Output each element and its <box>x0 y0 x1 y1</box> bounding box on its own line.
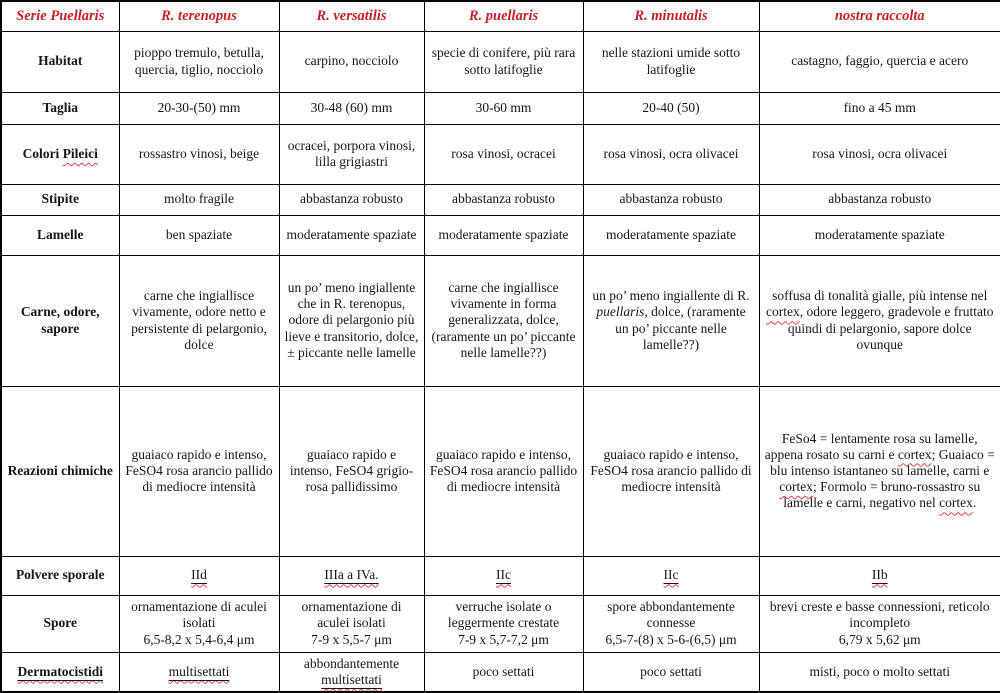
polvere-terenopus-misspell <box>191 567 207 582</box>
cell-spore-terenopus <box>119 595 279 652</box>
cell-spore-raccolta <box>759 595 1000 652</box>
reazioni-raccolta-text-4: . <box>972 495 977 511</box>
derma-terenopus-misspell <box>169 664 230 679</box>
spore-puellaris-dimensions: 7-9 x 5,7-7,2 μm <box>458 631 549 647</box>
cell-colori-puellaris: rosa vinosi, ocracei <box>424 124 583 184</box>
spore-puellaris-desc: verruche isolate o leggermente crestate <box>447 599 560 631</box>
polvere-puellaris-value: IIc <box>496 567 511 583</box>
carne-minutalis-species-italic: puellaris <box>596 304 645 320</box>
cell-colori-minutalis: rosa vinosi, ocra olivacei <box>583 124 759 184</box>
spore-versatilis-dimensions: 7-9 x 5,5-7 μm <box>311 631 392 647</box>
carne-minutalis-text: un po’ meno ingiallente di R. <box>592 288 750 304</box>
polvere-versatilis-value: IIIa a IVa. <box>324 567 379 583</box>
cell-carne-minutalis <box>583 255 759 386</box>
spore-raccolta-desc: brevi creste e basse connessioni, reticolo incompleto <box>769 599 990 631</box>
row-colori-pileici <box>1 124 1000 184</box>
cell-stipite-terenopus: molto fragile <box>119 184 279 215</box>
carne-minutalis-text-end: , dolce, (raramente un po’ piccante nelle lamelle??) <box>615 304 746 352</box>
row-spore <box>1 595 1000 652</box>
polvere-puellaris-misspell <box>496 567 511 582</box>
cell-taglia-terenopus: 20-30-(50) mm <box>119 92 279 124</box>
cell-derma-puellaris: poco settati <box>424 652 583 692</box>
column-header-r-versatilis: R. versatilis <box>279 1 424 31</box>
cell-carne-versatilis: un po’ meno ingiallente che in R. terenopus, odore di pelargonio più lieve e transitorio, dolce, ± piccante nelle lamelle <box>279 255 424 386</box>
cell-taglia-versatilis: 30-48 (60) mm <box>279 92 424 124</box>
cell-spore-minutalis <box>583 595 759 652</box>
column-header-nostra-raccolta: nostra raccolta <box>759 1 1000 31</box>
cell-stipite-versatilis: abbastanza robusto <box>279 184 424 215</box>
row-reazioni-chimiche <box>1 386 1000 556</box>
column-header-r-puellaris: R. puellaris <box>424 1 583 31</box>
cell-spore-versatilis <box>279 595 424 652</box>
spore-minutalis-desc: spore abbondantemente connesse <box>607 599 735 631</box>
column-header-r-minutalis: R. minutalis <box>583 1 759 31</box>
cell-polvere-terenopus <box>119 556 279 595</box>
cell-lamelle-versatilis: moderatamente spaziate <box>279 215 424 255</box>
cell-reazioni-terenopus: guaiaco rapido e intenso, FeSO4 rosa arancio pallido di mediocre intensità <box>119 386 279 556</box>
cell-habitat-raccolta: castagno, faggio, quercia e acero <box>759 31 1000 92</box>
cell-stipite-raccolta: abbastanza robusto <box>759 184 1000 215</box>
row-label-spore: Spore <box>1 595 119 652</box>
reazioni-raccolta-text-1: FeSo4 = lentamente rosa su lamelle, appena rosato su carni e <box>764 430 978 462</box>
cell-derma-raccolta: misti, poco o molto settati <box>759 652 1000 692</box>
cell-taglia-raccolta: fino a 45 mm <box>759 92 1000 124</box>
cell-habitat-minutalis: nelle stazioni umide sotto latifoglie <box>583 31 759 92</box>
cell-stipite-minutalis: abbastanza robusto <box>583 184 759 215</box>
cell-carne-raccolta <box>759 255 1000 386</box>
cell-habitat-puellaris: specie di conifere, più rara sotto latifoglie <box>424 31 583 92</box>
cell-lamelle-raccolta: moderatamente spaziate <box>759 215 1000 255</box>
polvere-minutalis-misspell <box>664 567 679 582</box>
row-label-carne-odore-sapore: Carne, odore, sapore <box>1 255 119 386</box>
row-label-polvere-sporale: Polvere sporale <box>1 556 119 595</box>
reazioni-cortex-misspell-1: cortex <box>897 446 932 462</box>
cell-lamelle-terenopus: ben spaziate <box>119 215 279 255</box>
cell-reazioni-minutalis: guaiaco rapido e intenso, FeSO4 rosa arancio pallido di mediocre intensità <box>583 386 759 556</box>
polvere-minutalis-value: IIc <box>663 567 679 583</box>
column-header-serie-puellaris: Serie Puellaris <box>1 1 119 31</box>
cell-polvere-puellaris <box>424 556 583 595</box>
cell-derma-minutalis: poco settati <box>583 652 759 692</box>
cell-lamelle-minutalis: moderatamente spaziate <box>583 215 759 255</box>
cell-reazioni-versatilis: guaiaco rapido e intenso, FeSO4 grigio-rosa pallidissimo <box>279 386 424 556</box>
polvere-versatilis-misspell <box>324 567 378 582</box>
row-habitat <box>1 31 1000 92</box>
row-label-colori-pileici <box>1 124 119 184</box>
row-dermatocistidi <box>1 652 1000 692</box>
cell-taglia-puellaris: 30-60 mm <box>424 92 583 124</box>
row-label-dermatocistidi <box>1 652 119 692</box>
reazioni-cortex-misspell-3: cortex <box>939 495 973 511</box>
cell-polvere-minutalis <box>583 556 759 595</box>
row-label-habitat: Habitat <box>1 31 119 92</box>
reazioni-raccolta-text-2: ; Guaiaco = blu intenso istantaneo su lamelle, carni e <box>770 446 995 478</box>
polvere-raccolta-misspell <box>872 567 888 582</box>
reazioni-cortex-misspell-2: cortex <box>779 479 813 495</box>
header-row <box>1 1 1000 31</box>
row-lamelle <box>1 215 1000 255</box>
row-label-lamelle: Lamelle <box>1 215 119 255</box>
derma-versatilis-line2: multisettati <box>321 671 382 687</box>
cell-habitat-terenopus: pioppo tremulo, betulla, quercia, tiglio, nocciolo <box>119 31 279 92</box>
cell-colori-terenopus: rossastro vinosi, beige <box>119 124 279 184</box>
polvere-raccolta-value: IIb <box>871 567 888 583</box>
cell-spore-puellaris <box>424 595 583 652</box>
row-label-stipite: Stipite <box>1 184 119 215</box>
column-header-r-terenopus: R. terenopus <box>119 1 279 31</box>
row-taglia <box>1 92 1000 124</box>
derma-versatilis-misspell <box>321 672 382 687</box>
carne-raccolta-text-end: , odore leggero, gradevole e fruttato quindi di pelargonio, sapore dolce ovunque <box>787 304 994 352</box>
spore-terenopus-desc: ornamentazione di aculei isolati <box>131 599 267 631</box>
derma-versatilis-line2-wrap <box>285 672 419 688</box>
row-stipite <box>1 184 1000 215</box>
cell-lamelle-puellaris: moderatamente spaziate <box>424 215 583 255</box>
cell-carne-puellaris: carne che ingiallisce vivamente in forma generalizzata, dolce, (raramente un po’ piccante nelle lamelle??) <box>424 255 583 386</box>
polvere-terenopus-value: IId <box>191 567 207 583</box>
cell-carne-terenopus: carne che ingiallisce vivamente, odore netto e persistente di pelargonio, dolce <box>119 255 279 386</box>
derma-terenopus-value: multisettati <box>168 663 230 679</box>
dermatocistidi-label-text: Dermatocistidi <box>17 663 103 679</box>
cell-derma-terenopus <box>119 652 279 692</box>
reazioni-raccolta-text-3: ; Formolo = bruno-rossastro su lamelle e carni, negativo nel <box>783 479 981 511</box>
derma-versatilis-line1: abbondantemente <box>303 655 400 671</box>
carne-raccolta-cortex-misspell: cortex <box>765 304 800 320</box>
cell-habitat-versatilis: carpino, nocciolo <box>279 31 424 92</box>
cell-taglia-minutalis: 20-40 (50) <box>583 92 759 124</box>
row-polvere-sporale <box>1 556 1000 595</box>
label-pileici-misspell: Pileici <box>62 145 98 161</box>
row-label-reazioni-chimiche: Reazioni chimiche <box>1 386 119 556</box>
cell-polvere-versatilis <box>279 556 424 595</box>
label-colori: Colori <box>22 145 60 161</box>
cell-reazioni-raccolta <box>759 386 1000 556</box>
spore-raccolta-dimensions: 6,79 x 5,62 μm <box>838 631 921 647</box>
spore-minutalis-dimensions: 6,5-7-(8) x 5-6-(6,5) μm <box>605 631 737 647</box>
spore-versatilis-desc: ornamentazione di aculei isolati <box>301 599 402 631</box>
cell-colori-raccolta: rosa vinosi, ocra olivacei <box>759 124 1000 184</box>
cell-stipite-puellaris: abbastanza robusto <box>424 184 583 215</box>
row-label-taglia: Taglia <box>1 92 119 124</box>
cell-derma-versatilis <box>279 652 424 692</box>
cell-polvere-raccolta <box>759 556 1000 595</box>
cell-colori-versatilis: ocracei, porpora vinosi, lilla grigiastri <box>279 124 424 184</box>
cell-reazioni-puellaris: guaiaco rapido e intenso, FeSO4 rosa arancio pallido di mediocre intensità <box>424 386 583 556</box>
spore-terenopus-dimensions: 6,5-8,2 x 5,4-6,4 μm <box>143 631 255 647</box>
row-carne-odore-sapore <box>1 255 1000 386</box>
dermatocistidi-label-misspell <box>18 664 103 679</box>
carne-raccolta-text: soffusa di tonalità gialle, più intense nel <box>772 288 988 304</box>
